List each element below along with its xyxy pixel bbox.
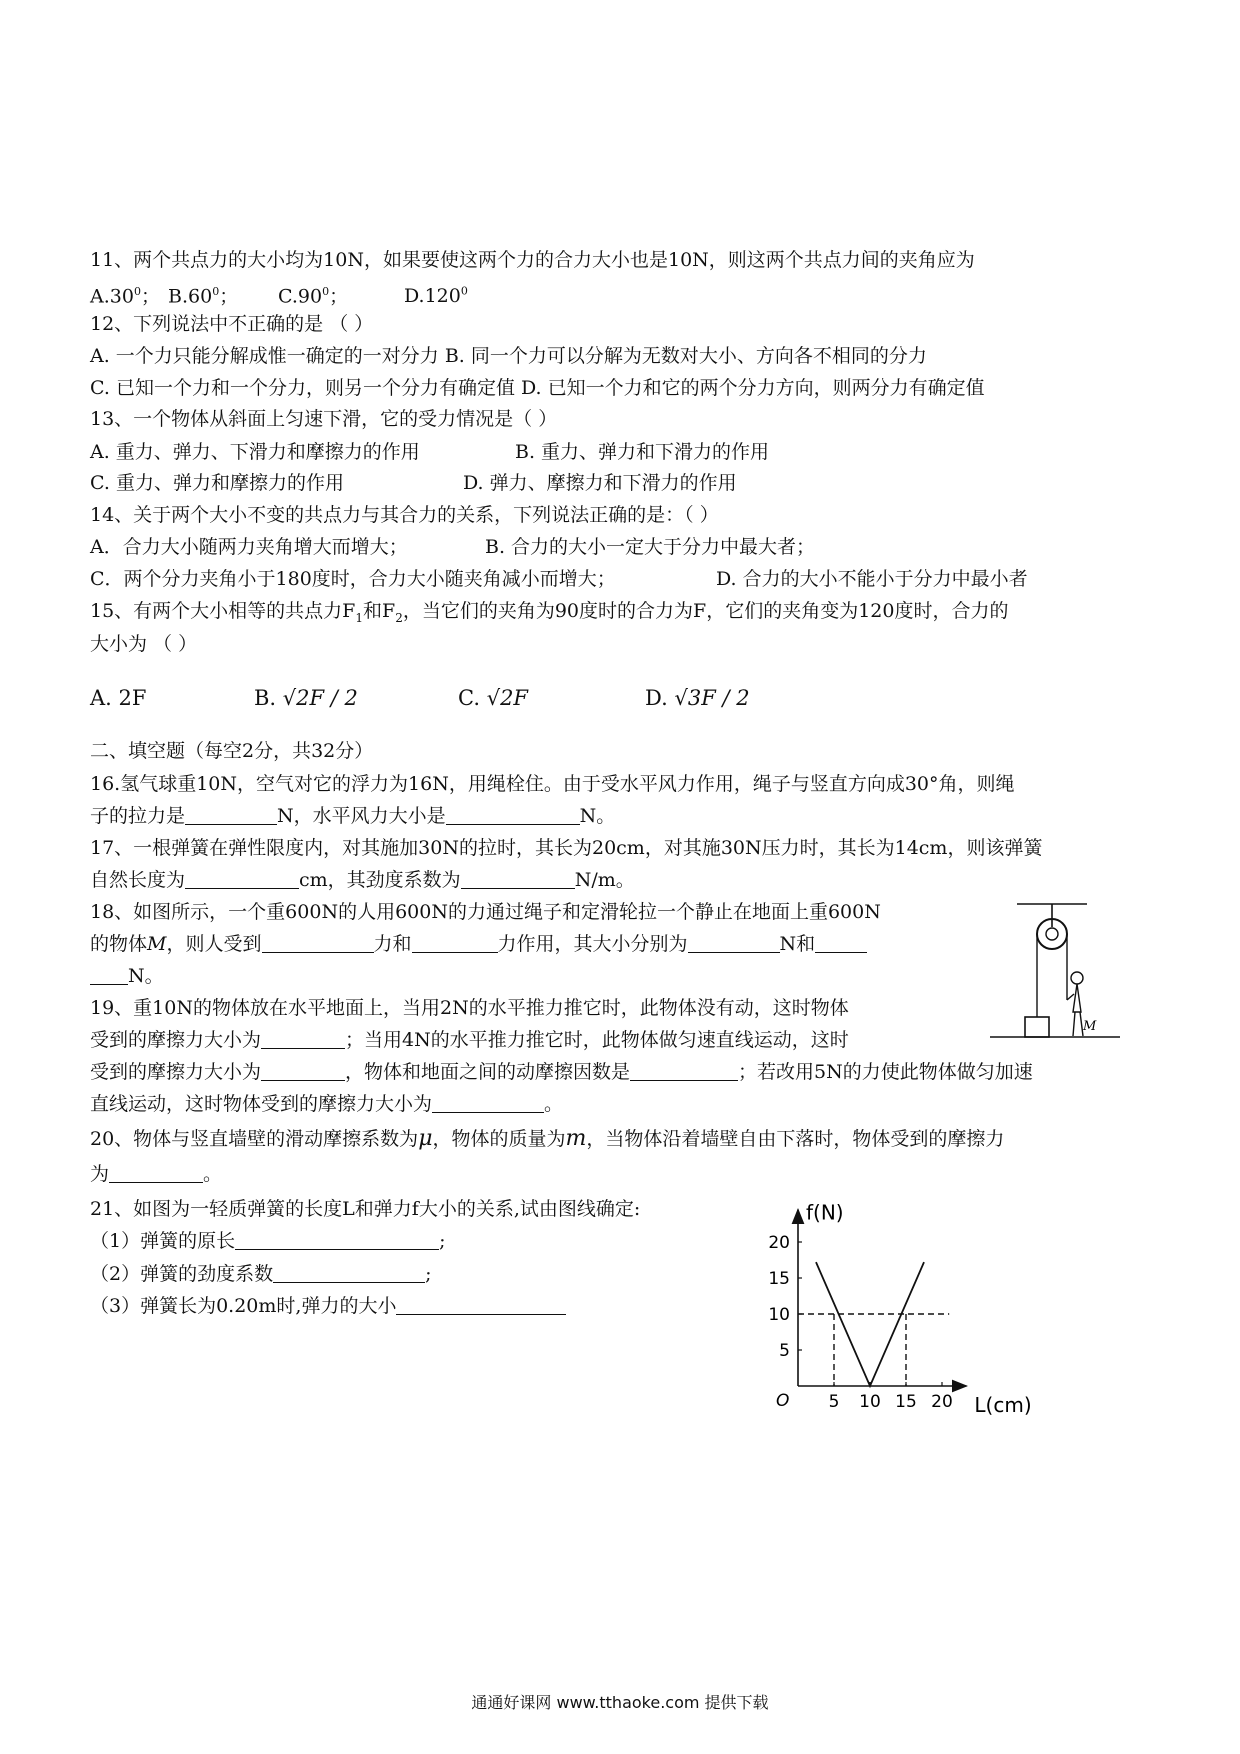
q20-line1: 20、物体与竖直墙壁的滑动摩擦系数为μ，物体的质量为m，当物体沿着墙壁自由下落时，物体受到的摩擦力	[90, 1126, 1005, 1151]
q15-options	[90, 684, 750, 712]
q11-options	[90, 278, 468, 310]
q17-line2: 自然长度为 cm，其劲度系数为 N/m。	[90, 869, 635, 891]
q12-row2: C. 已知一个力和一个分力，则另一个分力有确定值 D. 已知一个力和它的两个分力方向，则两分力有确定值	[90, 377, 985, 399]
force-length-line	[816, 1262, 924, 1386]
q13-row1	[90, 438, 769, 466]
q15-option-a: A. 2F	[90, 686, 147, 710]
q21-sub3: （3）弹簧长为0.20m时,弹力的大小	[90, 1292, 566, 1320]
pulley-figure	[985, 894, 1125, 1054]
q18-blank-2[interactable]	[412, 932, 498, 953]
y-axis-label: f(N)	[806, 1200, 844, 1225]
footer: 通通好课网 www.tthaoke.com 提供下载	[471, 1693, 769, 1712]
q19-line2: 受到的摩擦力大小为 ；当用4N的水平推力推它时，此物体做匀速直线运动，这时	[90, 1029, 849, 1051]
q21-sub2: （2）弹簧的劲度系数 ;	[90, 1263, 432, 1285]
q14-option-b: B. 合力的大小一定大于分力中最大者；	[485, 536, 816, 558]
q14-option-c: C．两个分力夹角小于180度时，合力大小随夹角减小而增大；	[90, 568, 616, 590]
q14-row1	[90, 533, 815, 561]
q19-line3: 受到的摩擦力大小为 ，物体和地面之间的动摩擦因数是 ；若改用5N的力使此物体做匀加速	[90, 1061, 1033, 1083]
q20-line2: 为 。	[90, 1163, 223, 1185]
y-tick-label: 5	[779, 1341, 790, 1361]
q18-blank-3[interactable]	[688, 932, 780, 953]
q18-blank-4-cont[interactable]	[90, 964, 128, 985]
q14-option-d: D. 合力的大小不能小于分力中最小者	[716, 568, 1028, 590]
q18-blank-4[interactable]	[815, 932, 867, 953]
q16-line2: 子的拉力是 N，水平风力大小是 N。	[90, 805, 616, 827]
x-tick-label: 10	[859, 1392, 881, 1412]
q11-option-a: $A.30^0$；	[90, 285, 160, 308]
q11-stem: 11、两个共点力的大小均为10N，如果要使这两个力的合力大小也是10N，则这两个共点力间的夹角应为	[90, 249, 975, 271]
q15-option-d: D. √3F / 2	[645, 686, 750, 710]
q18-line2: 的物体M，则人受到 力和 力作用，其大小分别为 N和	[90, 930, 867, 958]
origin-label: O	[776, 1391, 790, 1411]
q19-blank-2[interactable]	[261, 1060, 345, 1081]
q17-blank-2[interactable]	[461, 868, 575, 889]
q15-option-b: B. √2F / 2	[254, 686, 358, 710]
y-tick-label: 15	[768, 1269, 790, 1289]
q12-stem: 12、下列说法中不正确的是 （ ）	[90, 313, 374, 335]
q21-blank-2[interactable]	[273, 1262, 425, 1283]
q15-stem-2: 大小为 （ ）	[90, 633, 198, 655]
q20-blank-1[interactable]	[109, 1162, 203, 1183]
q12-row1: A. 一个力只能分解成惟一确定的一对分力 B. 同一个力可以分解为无数对大小、方向各不相同的分力	[90, 345, 927, 367]
q19-blank-4[interactable]	[432, 1092, 544, 1113]
q19-line1: 19、重10N的物体放在水平地面上，当用2N的水平推力推它时，此物体没有动，这时物体	[90, 997, 849, 1019]
q13-row2	[90, 469, 737, 497]
q11-option-d: D.120$^0$	[404, 285, 468, 308]
q19-line4: 直线运动，这时物体受到的摩擦力大小为 。	[90, 1093, 564, 1115]
q18-blank-1[interactable]	[262, 932, 374, 953]
q17-blank-1[interactable]	[185, 868, 299, 889]
q11-option-b: $B.60^0$；	[168, 285, 239, 308]
x-axis-label: L(cm)	[974, 1393, 1032, 1417]
q13-option-d: D. 弹力、摩擦力和下滑力的作用	[463, 472, 737, 494]
y-tick-label: 10	[768, 1305, 790, 1325]
q16-blank-2[interactable]	[446, 804, 580, 825]
q14-option-a: A．合力大小随两力夹角增大而增大；	[90, 536, 408, 558]
q16-line1: 16.氢气球重10N，空气对它的浮力为16N，用绳栓住。由于受水平风力作用，绳子与竖直方向成30°角，则绳	[90, 773, 1015, 795]
q21-blank-1[interactable]	[235, 1229, 439, 1250]
q19-blank-1[interactable]	[261, 1028, 345, 1049]
q14-row2	[90, 565, 1028, 593]
q13-option-b: B. 重力、弹力和下滑力的作用	[515, 441, 770, 463]
y-tick-label: 20	[768, 1233, 790, 1253]
x-tick-label: 20	[931, 1392, 953, 1412]
q16-blank-1[interactable]	[185, 804, 277, 825]
q15-stem: 15、有两个大小相等的共点力$F_1$和$F_2$，当它们的夹角为90度时的合力为F，它们的夹角变为120度时，合力的	[90, 600, 1009, 625]
q15-option-c: C. √2F	[458, 686, 529, 710]
q21-line1: 21、如图为一轻质弹簧的长度L和弹力f大小的关系,试由图线确定:	[90, 1198, 641, 1220]
spring-force-chart	[768, 1186, 1068, 1426]
q13-stem: 13、一个物体从斜面上匀速下滑，它的受力情况是（ ）	[90, 408, 558, 430]
q19-blank-3[interactable]	[630, 1060, 738, 1081]
block-m	[1025, 1017, 1049, 1037]
person-label: M	[1083, 1019, 1097, 1034]
q13-option-c: C. 重力、弹力和摩擦力的作用	[90, 472, 344, 494]
q13-option-a: A. 重力、弹力、下滑力和摩擦力的作用	[90, 441, 420, 463]
q14-stem: 14、关于两个大小不变的共点力与其合力的关系，下列说法正确的是：（ ）	[90, 504, 719, 526]
q17-line1: 17、一根弹簧在弹性限度内，对其施加30N的拉时，其长为20cm，对其施30N压力时，其长为14cm，则该弹簧	[90, 837, 1043, 859]
q18-line3: N。	[90, 962, 164, 990]
q11-option-c: $C.90^0$；	[278, 285, 349, 308]
q21-sub1: （1）弹簧的原长 ;	[90, 1230, 446, 1252]
x-tick-label: 15	[895, 1392, 917, 1412]
x-tick-label: 5	[828, 1392, 840, 1412]
section-2-heading: 二、填空题（每空2分，共32分）	[90, 740, 374, 762]
q18-line1: 18、如图所示，一个重600N的人用600N的力通过绳子和定滑轮拉一个静止在地面上重600N	[90, 901, 881, 923]
q21-blank-3[interactable]	[396, 1294, 566, 1315]
